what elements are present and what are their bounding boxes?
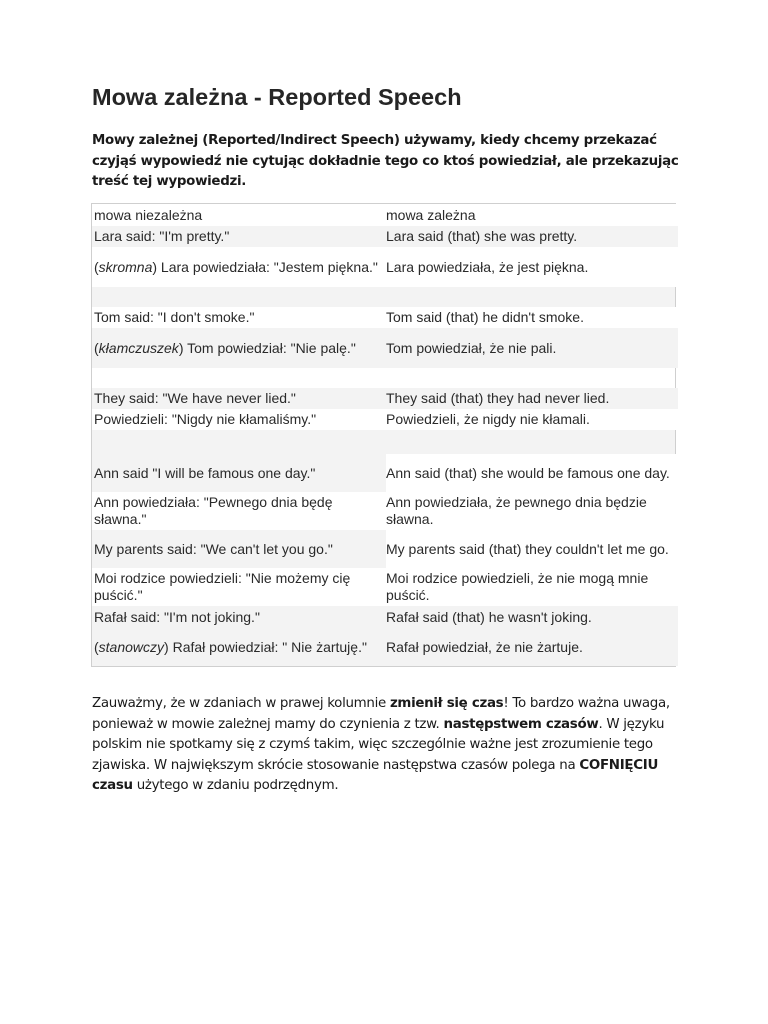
speech-table xyxy=(91,203,676,667)
intro-paragraph: Mowy zależnej (Reported/Indirect Speech) używamy, kiedy chcemy przekazać czyjąś wypowiedź nie cytując dokładnie tego co ktoś powiedział, ale przekazując treść tej wypowiedzi. xyxy=(92,133,679,189)
direct-speech-cell: Lara said: "I'm pretty." xyxy=(94,228,230,244)
reported-speech-cell: Ann powiedziała, że pewnego dnia będzie sławna. xyxy=(386,492,678,530)
table-row xyxy=(92,606,675,628)
direct-speech-cell: (stanowczy) Rafał powiedział: " Nie żartuję." xyxy=(94,638,367,655)
table-row xyxy=(92,409,675,430)
direct-speech-cell: They said: "We have never lied." xyxy=(94,390,296,406)
direct-speech-cell: Ann said "I will be famous one day." xyxy=(94,464,316,481)
table-spacer-row xyxy=(92,287,675,307)
header-direct-speech: mowa niezależna xyxy=(94,206,203,223)
table-spacer-row xyxy=(92,430,675,454)
table-row xyxy=(92,226,675,247)
direct-speech-cell: (kłamczuszek) Tom powiedział: "Nie palę." xyxy=(94,339,356,356)
character-note: kłamczuszek xyxy=(98,339,179,356)
table-row xyxy=(92,454,675,492)
reported-speech-cell: Powiedzieli, że nigdy nie kłamali. xyxy=(386,409,678,430)
sequence-of-tenses-note: Zauważmy, że w zdaniach w prawej kolumnie zmienił się czas! To bardzo ważna uwaga, ponieważ w mowie zależnej mamy do czynienia z tzw. następstwem czasów. W języku polskim nie spotkamy się z czymś takim, więc szczególnie ważne jest zrozumienie tego zjawiska. W największym skrócie stosowanie następstwa czasów polega na COFNIĘCIU czasu użytego w zdaniu podrzędnym. xyxy=(92,696,670,793)
table-row xyxy=(92,568,675,606)
reported-speech-cell: Ann said (that) she would be famous one day. xyxy=(386,454,678,492)
table-row xyxy=(92,530,675,568)
emphasis: następstwem czasów xyxy=(443,716,599,732)
emphasis: COFNIĘCIU czasu xyxy=(92,757,659,793)
reported-speech-cell: Rafał powiedział, że nie żartuje. xyxy=(386,628,678,666)
direct-speech-cell: Rafał said: "I'm not joking." xyxy=(94,608,260,625)
reported-speech-cell: They said (that) they had never lied. xyxy=(386,388,678,409)
header-reported-speech: mowa zależna xyxy=(386,204,678,226)
table-row xyxy=(92,388,675,409)
reported-speech-cell: Rafał said (that) he wasn't joking. xyxy=(386,606,678,628)
table-row xyxy=(92,628,675,666)
direct-speech-cell: Tom said: "I don't smoke." xyxy=(94,309,255,325)
character-note: stanowczy xyxy=(98,638,165,655)
table-row xyxy=(92,307,675,328)
reported-speech-cell: Lara powiedziała, że jest piękna. xyxy=(386,247,678,287)
table-row xyxy=(92,492,675,530)
direct-speech-cell: Powiedzieli: "Nigdy nie kłamaliśmy." xyxy=(94,411,317,427)
emphasis: zmienił się czas xyxy=(389,696,504,711)
reported-speech-cell: Tom powiedział, że nie pali. xyxy=(386,328,678,368)
table-row xyxy=(92,328,675,368)
page-title: Mowa zależna - Reported Speech xyxy=(92,84,462,110)
reported-speech-cell: Lara said (that) she was pretty. xyxy=(386,226,678,247)
table-spacer-row xyxy=(92,368,675,388)
reported-speech-cell: Tom said (that) he didn't smoke. xyxy=(386,307,678,328)
reported-speech-cell: Moi rodzice powiedzieli, że nie mogą mnie puścić. xyxy=(386,568,678,606)
character-note: skromna xyxy=(98,258,153,275)
direct-speech-cell: My parents said: "We can't let you go." xyxy=(94,540,333,557)
direct-speech-cell: Ann powiedziała: "Pewnego dnia będę sławna." xyxy=(94,494,333,527)
direct-speech-cell: Moi rodzice powiedzieli: "Nie możemy cię puścić." xyxy=(94,570,351,603)
direct-speech-cell: (skromna) Lara powiedziała: "Jestem piękna." xyxy=(94,258,378,275)
reported-speech-cell: My parents said (that) they couldn't let me go. xyxy=(386,530,678,568)
table-header-row xyxy=(92,204,675,226)
table-row xyxy=(92,247,675,287)
